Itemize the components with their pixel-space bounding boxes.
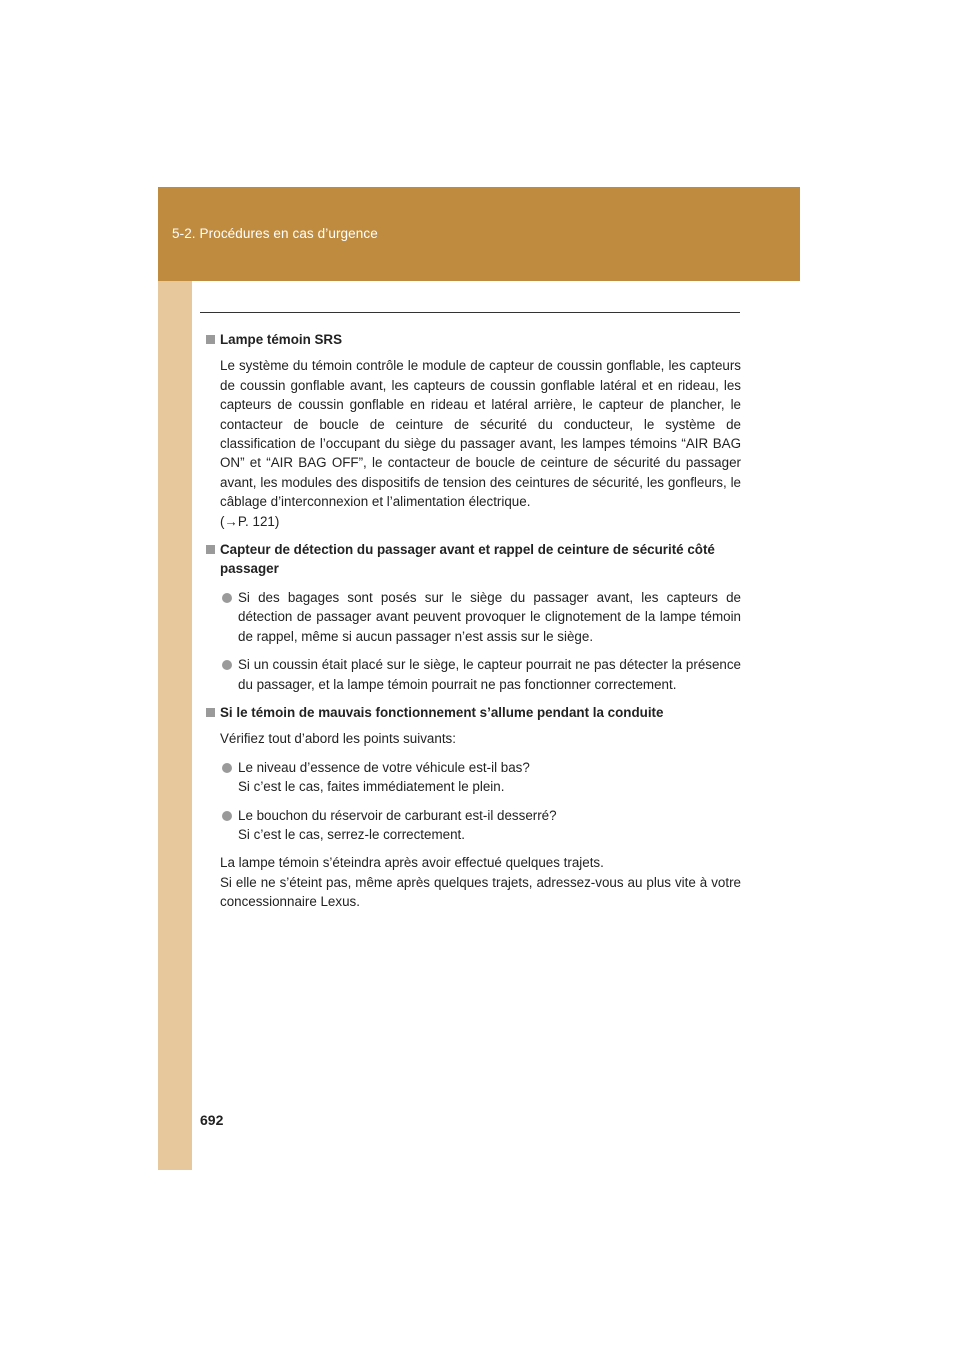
side-band: [158, 187, 192, 1170]
bullet-text: Si un coussin était placé sur le siège, le capteur pourrait ne pas détecter la présence du passager, et la lampe témoin pourrait ne pas fonctionner correctement.: [238, 657, 741, 692]
square-bullet-icon: [206, 708, 215, 717]
bullet-text-line2: Si c’est le cas, faites immédiatement le plein.: [238, 779, 505, 795]
bullet-text-line1: Le niveau d’essence de votre véhicule est-il bas?: [238, 759, 530, 775]
square-bullet-icon: [206, 545, 215, 554]
circle-bullet-icon: [222, 593, 232, 603]
malfunction-bullet-fuel-level: [205, 758, 741, 797]
srs-heading: [205, 330, 741, 349]
malfunction-outro-1: La lampe témoin s’éteindra après avoir effectué quelques trajets.: [220, 855, 604, 871]
section-title: 5-2. Procédures en cas d’urgence: [172, 226, 378, 241]
circle-bullet-icon: [222, 763, 232, 773]
page-content: [205, 330, 741, 912]
circle-bullet-icon: [222, 811, 232, 821]
bullet-text-line1: Le bouchon du réservoir de carburant est-il desserré?: [238, 807, 557, 823]
malfunction-intro: Vérifiez tout d’abord les points suivants:: [220, 731, 456, 747]
srs-heading-text: Lampe témoin SRS: [220, 332, 343, 347]
srs-body: Le système du témoin contrôle le module de capteur de coussin gonflable, les capteurs de coussin gonflable avant, les capteurs de coussin gonflable latéral et en rideau, les capteurs de coussin gonflable en rideau et latéral arrière, le capteur de plancher, le contacteur de boucle de ceinture de sécurité du conducteur, le système de classification de l’occupant du siège du passager avant, les lampes témoins “AIR BAG ON” et “AIR BAG OFF”, le contacteur de boucle de ceinture de sécurité du passager avant, les modules des dispositifs de tension des ceintures de sécurité, les gonfleurs, le câblage d’interconnexion et l’alimentation électrique.: [220, 358, 741, 510]
malfunction-outro-2: Si elle ne s’éteint pas, même après quelques trajets, adressez-vous au plus vite à votre concessionnaire Lexus.: [220, 874, 741, 910]
bullet-text-line2: Si c’est le cas, serrez-le correctement.: [238, 826, 465, 842]
malfunction-heading-text: Si le témoin de mauvais fonctionnement s’allume pendant la conduite: [220, 704, 664, 720]
bullet-text: Si des bagages sont posés sur le siège du passager avant, les capteurs de détection de passager avant peuvent provoquer le clignotement de la lampe témoin de rappel, même si aucun passager n’est assis sur le siège.: [238, 589, 741, 644]
page-number: 692: [200, 1112, 224, 1128]
malfunction-bullet-fuel-cap: [205, 806, 741, 845]
srs-page-reference: (→P. 121): [220, 513, 280, 529]
malfunction-heading: [205, 703, 741, 722]
passenger-bullet-cushion: [205, 655, 741, 694]
passenger-bullet-luggage: [205, 588, 741, 646]
square-bullet-icon: [206, 335, 215, 344]
passenger-heading-text: Capteur de détection du passager avant et rappel de ceinture de sécurité côté passager: [220, 542, 715, 577]
passenger-heading: [205, 540, 741, 579]
circle-bullet-icon: [222, 660, 232, 670]
divider-rule: [200, 312, 740, 313]
